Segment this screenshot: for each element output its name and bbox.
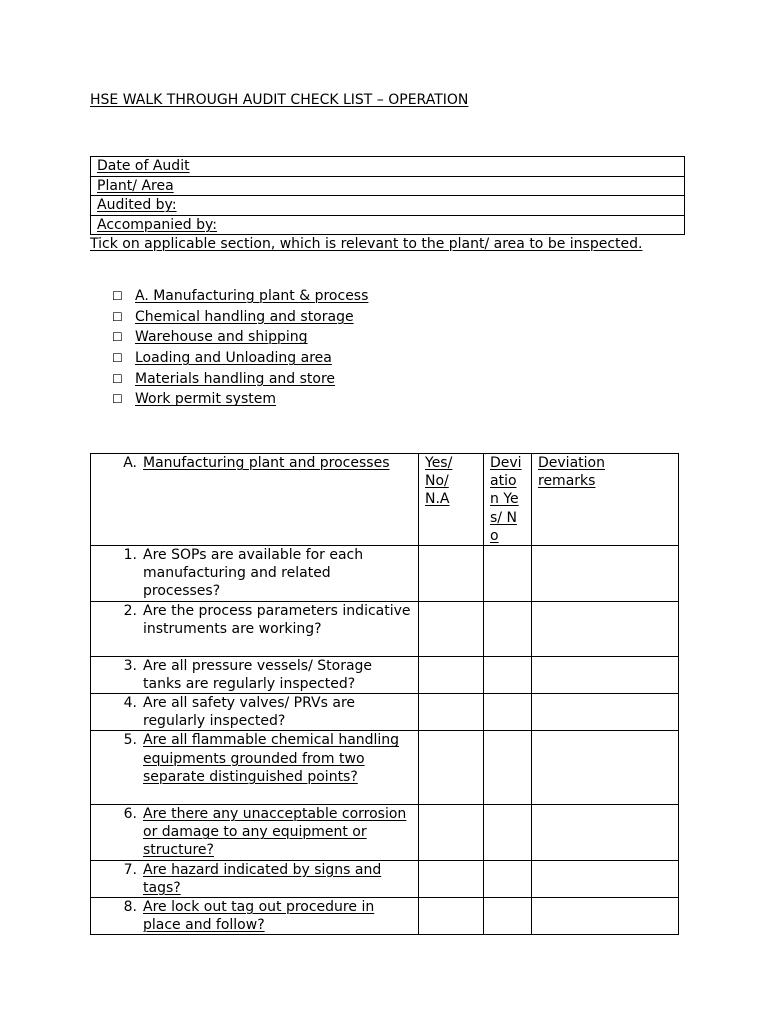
section-label: Materials handling and store [135, 370, 336, 387]
question-text: Are the process parameters indicative instruments are working? [143, 602, 411, 637]
question-text: Are lock out tag out procedure in place and follow? [143, 898, 375, 934]
answer-deviation-cell[interactable] [484, 731, 532, 805]
question-number: 7. [123, 861, 137, 878]
answer-deviation-cell[interactable] [484, 804, 532, 860]
table-row [91, 804, 679, 860]
checkbox-icon[interactable]: ☐ [112, 289, 123, 303]
question-cell [91, 897, 419, 934]
answer-remarks-cell[interactable] [532, 860, 679, 897]
answer-remarks-cell[interactable] [532, 656, 679, 693]
checkbox-icon[interactable]: ☐ [112, 392, 123, 407]
section-label: Chemical handling and storage [135, 308, 354, 325]
section-item[interactable] [112, 389, 368, 410]
info-date-of-audit[interactable] [91, 157, 685, 177]
header-section-letter: A. [123, 455, 137, 471]
document-title: HSE WALK THROUGH AUDIT CHECK LIST – OPERATION [90, 92, 469, 108]
section-checklist [112, 286, 368, 410]
question-text: Are all flammable chemical handling equipments grounded from two separate distinguished points? [143, 732, 400, 785]
question-text: Are SOPs are available for each manufacturing and related processes? [143, 547, 364, 600]
answer-remarks-cell[interactable] [532, 546, 679, 602]
question-number: 5. [123, 732, 137, 749]
answer-remarks-cell[interactable] [532, 694, 679, 731]
answer-yes-no-na-cell[interactable] [419, 656, 484, 693]
answer-remarks-cell[interactable] [532, 897, 679, 934]
question-cell [91, 804, 419, 860]
section-item[interactable] [112, 286, 368, 307]
section-item[interactable] [112, 307, 368, 328]
answer-deviation-cell[interactable] [484, 656, 532, 693]
info-audited-by[interactable] [91, 196, 685, 216]
section-label: Work permit system [135, 391, 276, 408]
section-item[interactable] [112, 369, 368, 390]
question-number: 6. [123, 805, 137, 822]
checkbox-icon[interactable]: ☐ [112, 351, 123, 366]
table-row [91, 897, 679, 934]
header-topic-cell [91, 454, 419, 546]
instruction-text: Tick on applicable section, which is relevant to the plant/ area to be inspected. [90, 236, 643, 252]
checkbox-icon[interactable]: ☐ [112, 371, 123, 386]
answer-yes-no-na-cell[interactable] [419, 804, 484, 860]
header-deviation-remarks [532, 454, 679, 546]
question-number: 3. [123, 657, 137, 674]
header-deviation [484, 454, 532, 546]
header-section-title: Manufacturing plant and processes [143, 455, 390, 471]
info-label: Audited by: [97, 197, 177, 214]
question-cell [91, 546, 419, 602]
question-text: Are all pressure vessels/ Storage tanks are regularly inspected? [143, 657, 373, 692]
table-header-row [91, 454, 679, 546]
info-label: Date of Audit [97, 158, 190, 175]
answer-deviation-cell[interactable] [484, 546, 532, 602]
table-row [91, 860, 679, 897]
info-accompanied-by[interactable] [91, 215, 685, 235]
answer-deviation-cell[interactable] [484, 694, 532, 731]
question-number: 1. [123, 547, 137, 564]
header-deviation-label: Devi atio n Yes/ No [490, 455, 522, 544]
header-yes-no-na-label: Yes/ No/ N.A [425, 455, 453, 508]
question-text: Are there any unacceptable corrosion or damage to any equipment or structure? [143, 805, 407, 859]
section-item[interactable] [112, 327, 368, 348]
answer-deviation-cell[interactable] [484, 601, 532, 656]
question-number: 8. [123, 898, 137, 915]
answer-yes-no-na-cell[interactable] [419, 897, 484, 934]
question-cell [91, 601, 419, 656]
answer-remarks-cell[interactable] [532, 804, 679, 860]
question-number: 2. [123, 602, 137, 619]
header-yes-no-na [419, 454, 484, 546]
section-label: Warehouse and shipping [135, 329, 308, 346]
table-row [91, 731, 679, 805]
checkbox-icon[interactable]: ☐ [112, 330, 123, 345]
table-row [91, 546, 679, 602]
answer-yes-no-na-cell[interactable] [419, 860, 484, 897]
table-row [91, 601, 679, 656]
info-label: Accompanied by: [97, 216, 217, 233]
answer-yes-no-na-cell[interactable] [419, 546, 484, 602]
question-text: Are hazard indicated by signs and tags? [143, 861, 382, 896]
answer-deviation-cell[interactable] [484, 860, 532, 897]
info-plant-area[interactable] [91, 176, 685, 196]
table-row [91, 694, 679, 731]
question-cell [91, 694, 419, 731]
question-number: 4. [123, 695, 137, 712]
answer-deviation-cell[interactable] [484, 897, 532, 934]
question-cell [91, 656, 419, 693]
section-label: Loading and Unloading area [135, 350, 332, 367]
answer-yes-no-na-cell[interactable] [419, 731, 484, 805]
checkbox-icon[interactable]: ☐ [112, 309, 123, 324]
question-cell [91, 731, 419, 805]
header-deviation-remarks-label: Deviation remarks [538, 455, 605, 490]
answer-remarks-cell[interactable] [532, 601, 679, 656]
question-text: Are all safety valves/ PRVs are regularly inspected? [143, 695, 356, 730]
audit-info-table [90, 156, 685, 235]
info-label: Plant/ Area [97, 177, 174, 194]
section-item[interactable] [112, 348, 368, 369]
answer-yes-no-na-cell[interactable] [419, 601, 484, 656]
section-label: A. Manufacturing plant & process [135, 288, 369, 304]
answer-remarks-cell[interactable] [532, 731, 679, 805]
question-cell [91, 860, 419, 897]
answer-yes-no-na-cell[interactable] [419, 694, 484, 731]
table-row [91, 656, 679, 693]
audit-checklist-table [90, 453, 679, 935]
